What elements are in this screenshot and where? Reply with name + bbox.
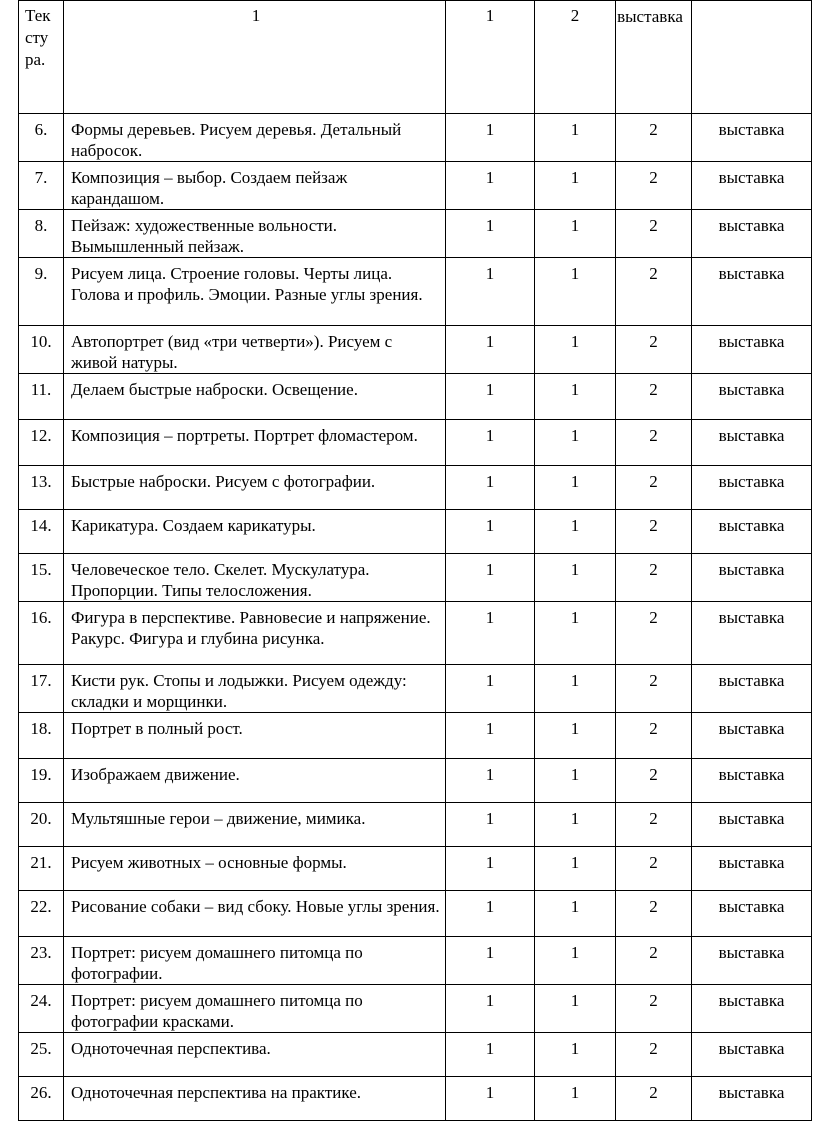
row-topic-cell: Делаем быстрые наброски. Освещение. [64,374,446,420]
row-col-a-cell: 1 [446,374,535,420]
table-row [19,420,812,466]
table-row [19,1033,812,1077]
row-col-a-cell: 1 [446,466,535,510]
table-row [19,1077,812,1121]
row-number-cell: 9. [19,258,64,326]
row-col-d-cell: выставка [692,713,812,759]
row-col-d-cell: выставка [692,1033,812,1077]
row-col-c-cell: 2 [616,665,692,713]
row-topic-cell: Портрет в полный рост. [64,713,446,759]
row-number-cell: 20. [19,803,64,847]
row-col-a-cell: 1 [446,258,535,326]
row-number-cell: 24. [19,985,64,1033]
row-col-a-cell: 1 [446,891,535,937]
row-col-d-cell: выставка [692,420,812,466]
row-number-cell: 22. [19,891,64,937]
row-col-c-cell: 2 [616,510,692,554]
row-topic-cell: Кисти рук. Стопы и лодыжки. Рисуем одежду: складки и морщинки. [64,665,446,713]
row-topic-cell: Композиция – выбор. Создаем пейзаж карандашом. [64,162,446,210]
table-row [19,554,812,602]
header-col-b-cell: 2 [535,1,616,114]
row-number-cell: 18. [19,713,64,759]
row-col-b-cell: 1 [535,162,616,210]
row-col-b-cell: 1 [535,466,616,510]
row-col-a-cell: 1 [446,759,535,803]
row-col-c-cell: 2 [616,326,692,374]
row-number-cell: 15. [19,554,64,602]
header-col-a-cell: 1 [446,1,535,114]
row-col-b-cell: 1 [535,713,616,759]
lesson-plan-table [18,0,812,1121]
row-col-d-cell: выставка [692,602,812,665]
table-row [19,374,812,420]
row-col-d-cell: выставка [692,847,812,891]
table-row [19,114,812,162]
row-col-c-cell: 2 [616,937,692,985]
row-number-cell: 13. [19,466,64,510]
row-col-c-cell: 2 [616,258,692,326]
row-topic-cell: Рисуем животных – основные формы. [64,847,446,891]
table-row [19,891,812,937]
row-col-c-cell: 2 [616,847,692,891]
row-col-b-cell: 1 [535,891,616,937]
row-col-d-cell: выставка [692,326,812,374]
row-col-d-cell: выставка [692,803,812,847]
row-col-c-cell: 2 [616,891,692,937]
header-col-d-cell [692,1,812,114]
row-col-a-cell: 1 [446,985,535,1033]
table-body [19,1,812,1121]
row-col-a-cell: 1 [446,326,535,374]
row-col-a-cell: 1 [446,510,535,554]
row-number-cell: 23. [19,937,64,985]
row-col-b-cell: 1 [535,374,616,420]
row-col-c-cell: 2 [616,713,692,759]
row-col-b-cell: 1 [535,258,616,326]
table-row [19,466,812,510]
row-col-c-cell: 2 [616,1033,692,1077]
row-col-d-cell: выставка [692,258,812,326]
row-number-cell: 11. [19,374,64,420]
row-col-d-cell: выставка [692,985,812,1033]
table-row [19,665,812,713]
row-col-d-cell: выставка [692,891,812,937]
row-number-cell: 6. [19,114,64,162]
row-col-c-cell: 2 [616,162,692,210]
table-row [19,162,812,210]
header-number-text: Текстура. [25,6,51,69]
row-topic-cell: Портрет: рисуем домашнего питомца по фотографии. [64,937,446,985]
row-col-b-cell: 1 [535,420,616,466]
row-col-a-cell: 1 [446,847,535,891]
row-col-a-cell: 1 [446,665,535,713]
row-col-c-cell: 2 [616,374,692,420]
row-number-cell: 21. [19,847,64,891]
row-col-c-cell: 2 [616,210,692,258]
row-col-d-cell: выставка [692,554,812,602]
row-col-d-cell: выставка [692,162,812,210]
row-col-c-cell: 2 [616,466,692,510]
row-col-c-cell: 2 [616,759,692,803]
row-topic-cell: Композиция – портреты. Портрет фломастером. [64,420,446,466]
row-col-b-cell: 1 [535,985,616,1033]
row-col-a-cell: 1 [446,713,535,759]
row-col-b-cell: 1 [535,937,616,985]
table-row [19,847,812,891]
row-col-a-cell: 1 [446,937,535,985]
row-col-a-cell: 1 [446,554,535,602]
row-topic-cell: Мультяшные герои – движение, мимика. [64,803,446,847]
row-topic-cell: Быстрые наброски. Рисуем с фотографии. [64,466,446,510]
header-topic-cell: 1 [64,1,446,114]
row-col-b-cell: 1 [535,210,616,258]
header-col-c-cell [616,1,692,114]
header-number-cell [19,1,64,114]
row-col-b-cell: 1 [535,1033,616,1077]
row-col-b-cell: 1 [535,554,616,602]
row-topic-cell: Автопортрет (вид «три четверти»). Рисуем с живой натуры. [64,326,446,374]
table-row [19,326,812,374]
row-col-c-cell: 2 [616,803,692,847]
row-col-b-cell: 1 [535,759,616,803]
row-col-a-cell: 1 [446,420,535,466]
row-topic-cell: Формы деревьев. Рисуем деревья. Детальный набросок. [64,114,446,162]
row-col-a-cell: 1 [446,210,535,258]
table-header-row [19,1,812,114]
row-col-c-cell: 2 [616,602,692,665]
row-topic-cell: Пейзаж: художественные вольности. Вымышленный пейзаж. [64,210,446,258]
row-number-cell: 26. [19,1077,64,1121]
table-row [19,713,812,759]
row-number-cell: 16. [19,602,64,665]
row-col-c-cell: 2 [616,1077,692,1121]
row-topic-cell: Одноточечная перспектива на практике. [64,1077,446,1121]
row-col-a-cell: 1 [446,1033,535,1077]
row-number-cell: 14. [19,510,64,554]
row-col-d-cell: выставка [692,374,812,420]
row-col-d-cell: выставка [692,510,812,554]
row-col-a-cell: 1 [446,1077,535,1121]
row-number-cell: 7. [19,162,64,210]
row-col-b-cell: 1 [535,602,616,665]
row-col-c-cell: 2 [616,554,692,602]
row-topic-cell: Карикатура. Создаем карикатуры. [64,510,446,554]
row-col-a-cell: 1 [446,162,535,210]
row-col-d-cell: выставка [692,759,812,803]
row-number-cell: 12. [19,420,64,466]
table-row [19,985,812,1033]
row-col-b-cell: 1 [535,510,616,554]
row-topic-cell: Изображаем движение. [64,759,446,803]
row-col-b-cell: 1 [535,847,616,891]
table-row [19,803,812,847]
row-col-a-cell: 1 [446,803,535,847]
header-col-c-text: выставка [617,7,683,26]
row-topic-cell: Портрет: рисуем домашнего питомца по фотографии красками. [64,985,446,1033]
row-number-cell: 19. [19,759,64,803]
row-col-a-cell: 1 [446,602,535,665]
row-col-b-cell: 1 [535,114,616,162]
table-row [19,258,812,326]
row-col-d-cell: выставка [692,665,812,713]
row-col-d-cell: выставка [692,1077,812,1121]
row-col-d-cell: выставка [692,114,812,162]
row-col-c-cell: 2 [616,420,692,466]
row-topic-cell: Человеческое тело. Скелет. Мускулатура. Пропорции. Типы телосложения. [64,554,446,602]
table-row [19,510,812,554]
table-row [19,759,812,803]
row-topic-cell: Рисуем лица. Строение головы. Черты лица. Голова и профиль. Эмоции. Разные углы зрения. [64,258,446,326]
row-col-d-cell: выставка [692,210,812,258]
row-number-cell: 8. [19,210,64,258]
row-col-b-cell: 1 [535,803,616,847]
row-col-b-cell: 1 [535,1077,616,1121]
row-topic-cell: Одноточечная перспектива. [64,1033,446,1077]
row-col-d-cell: выставка [692,937,812,985]
row-number-cell: 10. [19,326,64,374]
row-topic-cell: Рисование собаки – вид сбоку. Новые углы зрения. [64,891,446,937]
row-number-cell: 25. [19,1033,64,1077]
row-col-d-cell: выставка [692,466,812,510]
row-number-cell: 17. [19,665,64,713]
table-row [19,210,812,258]
row-col-c-cell: 2 [616,985,692,1033]
table-row [19,602,812,665]
table-row [19,937,812,985]
row-col-a-cell: 1 [446,114,535,162]
row-col-b-cell: 1 [535,326,616,374]
row-topic-cell: Фигура в перспективе. Равновесие и напряжение. Ракурс. Фигура и глубина рисунка. [64,602,446,665]
row-col-b-cell: 1 [535,665,616,713]
row-col-c-cell: 2 [616,114,692,162]
